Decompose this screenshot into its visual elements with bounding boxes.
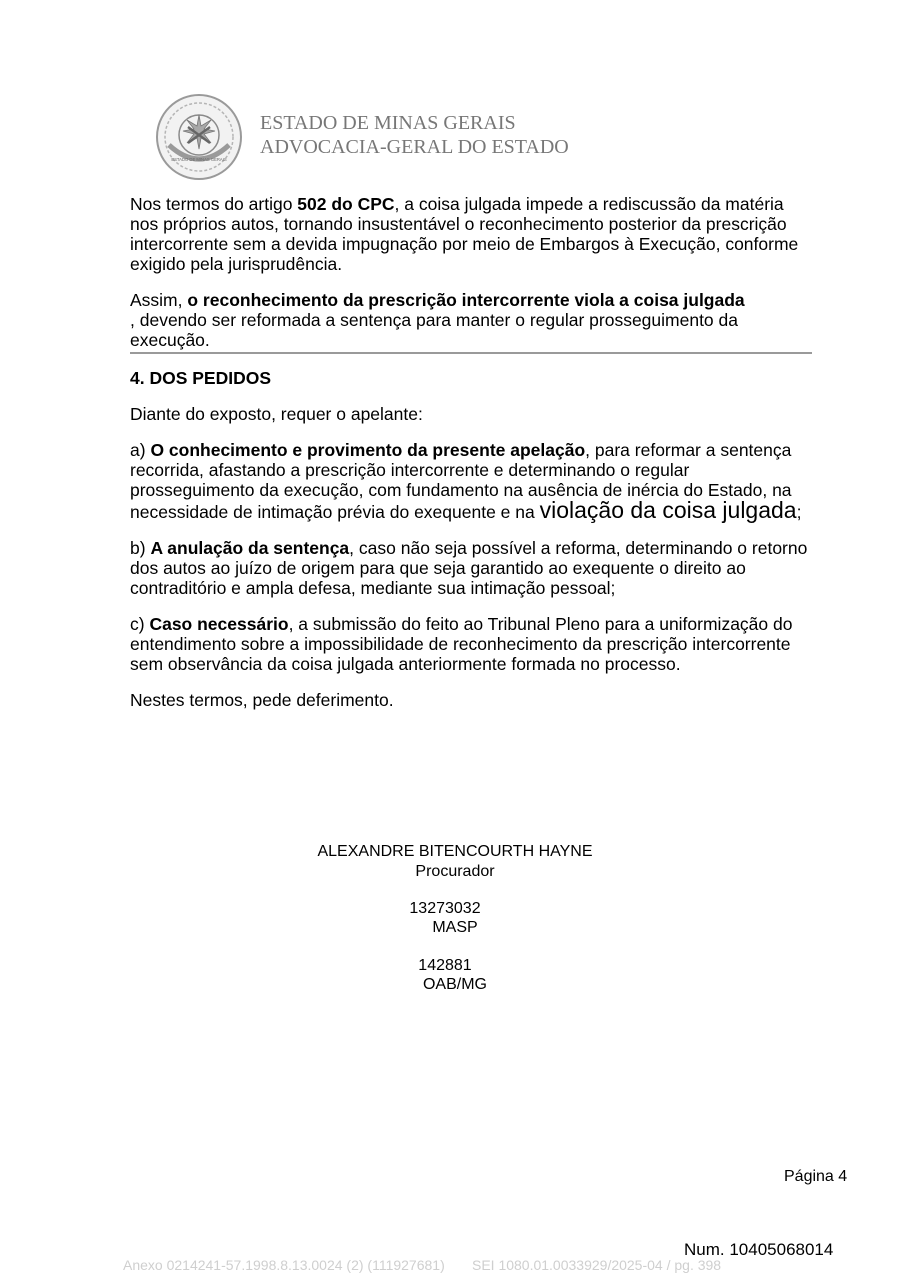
state-seal-logo (155, 93, 243, 181)
request-item-a (130, 440, 812, 522)
text-run: , caso não seja possível a reforma, determinando o retorno dos autos ao juízo de origem para que seja garantido ao exequente o direito ao contraditório e ampla defesa, mediante sua intimação pessoal; (130, 538, 808, 598)
bold-run: O conhecimento e provimento da presente apelação (150, 440, 586, 460)
footer-annex: Anexo 0214241-57.1998.8.13.0024 (2) (111927681) (123, 1257, 445, 1273)
text-run: a) (130, 440, 151, 460)
request-item-c (130, 614, 812, 674)
oab-label: OAB/MG (422, 976, 487, 993)
svg-text:ESTADO DE MINAS GERAIS: ESTADO DE MINAS GERAIS (171, 157, 227, 162)
header-line-agency: ADVOCACIA-GERAL DO ESTADO (260, 136, 569, 158)
masp-label: MASP (432, 919, 478, 936)
text-run: c) (130, 614, 150, 634)
masp-number: 13273032 (409, 900, 481, 917)
text-run: ; (796, 502, 802, 522)
footer-sei: SEI 1080.01.0033929/2025-04 / pg. 398 (471, 1257, 722, 1273)
signer-name: ALEXANDRE BITENCOURTH HAYNE (317, 843, 593, 860)
text-run: , a coisa julgada impede a rediscussão da matéria nos próprios autos, tornando insustentável o reconhecimento posterior da prescrição intercorrente sem a devida impugnação por meio de Embargos à Execução, conforme exigido pela jurisprudência. (130, 194, 799, 274)
document-number: Num. 10405068014 (684, 1240, 834, 1259)
request-item-b (130, 538, 812, 598)
bold-run: 502 do CPC (297, 194, 395, 214)
requests-intro: Diante do exposto, requer o apelante: (130, 404, 423, 424)
paragraph-conclusion (130, 290, 812, 350)
text-run: Nos termos do artigo (130, 194, 298, 214)
text-run: , para reformar a sentença recorrida, afastando a prescrição intercorrente e determinando o regular prosseguimento da execução, com fundamento na ausência de inércia do Estado, na necessidade de intimação prévia do exequente e na (130, 440, 792, 522)
organization-name (260, 111, 569, 159)
closing-statement: Nestes termos, pede deferimento. (130, 690, 394, 710)
oab-number: 142881 (418, 957, 472, 974)
document-body (130, 194, 812, 726)
text-run: , a submissão do feito ao Tribunal Pleno para a uniformização do entendimento sobre a impossibilidade de reconhecimento da prescrição intercorrente sem observância da coisa julgada anteriormente formada no processo. (130, 614, 793, 674)
text-run: b) (130, 538, 151, 558)
document-header (155, 93, 635, 185)
page-number: Página 4 (784, 1168, 848, 1185)
bold-run: Caso necessário (149, 614, 289, 634)
text-run: , devendo ser reformada a sentença para manter o regular prosseguimento da execução. (130, 310, 738, 350)
signer-role: Procurador (415, 863, 495, 880)
section-divider (130, 352, 812, 354)
text-run: Assim, (130, 290, 188, 310)
header-line-state: ESTADO DE MINAS GERAIS (260, 112, 516, 134)
large-text-run: violação da coisa julgada (539, 497, 797, 523)
bold-run: A anulação da sentença (150, 538, 350, 558)
section-title: 4. DOS PEDIDOS (130, 368, 272, 388)
bold-run: o reconhecimento da prescrição intercorrente viola a coisa julgada (187, 290, 745, 310)
paragraph-cpc-502 (130, 194, 812, 274)
footer-annex-reference (123, 1257, 721, 1273)
